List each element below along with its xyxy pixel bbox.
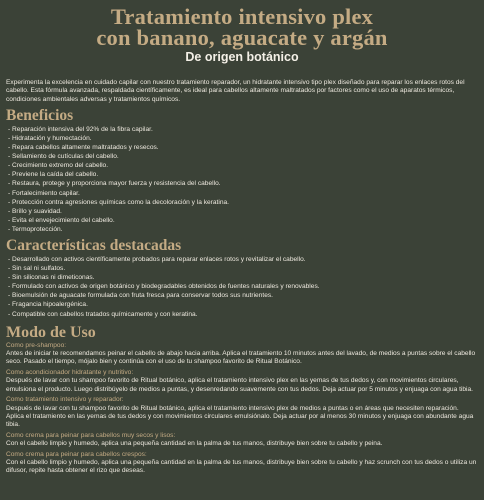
beneficio-item: - Protección contra agresiones químicas como la decoloración y la keratina. — [8, 198, 478, 207]
usage-step — [6, 342, 478, 367]
caracteristica-item: - Bioemulsión de aguacate formulada con fruta fresca para conservar todos sus nutrientes. — [8, 291, 478, 300]
caracteristica-item: - Desarrollado con activos científicamente probados para reparar enlaces rotos y revitalizar el cabello. — [8, 255, 478, 264]
caracteristica-item: - Sin siliconas ni dimeticonas. — [8, 273, 478, 282]
modo-de-uso-steps — [6, 342, 478, 476]
caracteristicas-heading: Características destacadas — [6, 237, 182, 255]
beneficio-item: - Crecimiento extremo del cabello. — [8, 161, 478, 170]
intro-paragraph: Experimenta la excelencia en cuidado capilar con nuestro tratamiento reparador, un hidratante intensivo tipo plex diseñado para reparar los enlaces rotos del cabello. Esta fórmula avanzada, respaldada científicamente, es ideal para cabellos altamente maltratados por factores como el uso de aparatos térmicos, condiciones ambientales adversas y tratamientos químicos. — [6, 79, 465, 103]
usage-step-title: Como tratamiento intensivo y reparador: — [6, 396, 124, 404]
usage-step-body: Antes de iniciar te recomendamos peinar el cabello de abajo hacia arriba. Aplica el tratamiento 10 minutos antes del lavado, de medios a puntas sobre el cabello seco. Pasado el tiempo, mójalo bien y continúa con el uso de tu shampoo favorito de Ritual Botánico. — [6, 350, 476, 366]
title-line-1: Tratamiento intensivo plex — [110, 4, 374, 29]
usage-step-body: Después de lavar con tu shampoo favorito de Ritual botánico, aplica el tratamiento intensivo plex de medios a puntas o en áreas que necesiten reparación. Aplica el tratamiento en las yemas de tus dedos y con movimientos circulares emulsiónalo. Deja actuar por al menos 30 minutos y enjuaga con abundante agua tibia. — [6, 404, 474, 429]
usage-step-title: Como crema para peinar para cabellos crespos: — [6, 450, 147, 458]
caracteristicas-list — [6, 255, 478, 319]
beneficios-heading: Beneficios — [6, 106, 74, 124]
beneficio-item: - Termoprotección. — [8, 225, 478, 234]
usage-step-body: Con el cabello limpio y humedo, aplica una pequeña cantidad en la palma de tus manos, distribuye bien sobre tu cabello y haz scrunch con tus dedos o utiliza un difusor, repite hasta obtener el rizo que deseas. — [6, 458, 477, 475]
beneficio-item: - Sellamiento de cutículas del cabello. — [8, 152, 478, 161]
beneficio-item: - Restaura, protege y proporciona mayor fuerza y resistencia del cabello. — [8, 179, 478, 188]
beneficios-list — [6, 125, 478, 234]
beneficio-item: - Fortalecimiento capilar. — [8, 189, 478, 198]
usage-step-title: Como pre-shampoo: — [6, 341, 67, 349]
usage-step — [6, 432, 478, 449]
usage-step-title: Como acondicionador hidratante y nutritivo: — [6, 368, 134, 376]
beneficio-item: - Brillo y suavidad. — [8, 207, 478, 216]
product-title — [6, 6, 478, 48]
modo-de-uso-heading: Modo de Uso — [6, 323, 96, 341]
beneficio-item: - Previene la caída del cabello. — [8, 170, 478, 179]
usage-step-title: Como crema para peinar para cabellos muy secos y lisos: — [6, 431, 176, 439]
beneficio-item: - Repara cabellos altamente maltratados y resecos. — [8, 143, 478, 152]
beneficio-item: - Reparación intensiva del 92% de la fibra capilar. — [8, 125, 478, 134]
beneficio-item: - Evita el envejecimiento del cabello. — [8, 216, 478, 225]
caracteristica-item: - Formulado con activos de origen botánico y biodegradables obtenidos de fuentes naturales y renovables. — [8, 282, 478, 291]
product-subtitle: De origen botánico — [185, 50, 299, 64]
caracteristica-item: - Fragancia hipoalergénica. — [8, 300, 478, 309]
title-line-2: con banano, aguacate y argán — [96, 25, 388, 50]
usage-step-body: Con el cabello limpio y humedo, aplica una pequeña cantidad en la palma de tus manos, distribuye bien sobre tu cabello y peina. — [6, 440, 383, 448]
caracteristica-item: - Compatible con cabellos tratados químicamente y con keratina. — [8, 310, 478, 319]
caracteristica-item: - Sin sal ni sulfatos. — [8, 264, 478, 273]
usage-step — [6, 369, 478, 394]
usage-step — [6, 451, 478, 476]
beneficio-item: - Hidratación y humectación. — [8, 134, 478, 143]
usage-step — [6, 396, 478, 430]
usage-step-body: Después de lavar con tu shampoo favorito de Ritual botánico, aplica el tratamiento intensivo plex en las yemas de tus dedos y, con movimientos circulares, emulsiona el producto. Luego distribúyelo de medios a puntas, y desenredando suavemente con tus dedos. Deja actuar por 5 minutos y enjuaga con agua tibia. — [6, 377, 473, 393]
